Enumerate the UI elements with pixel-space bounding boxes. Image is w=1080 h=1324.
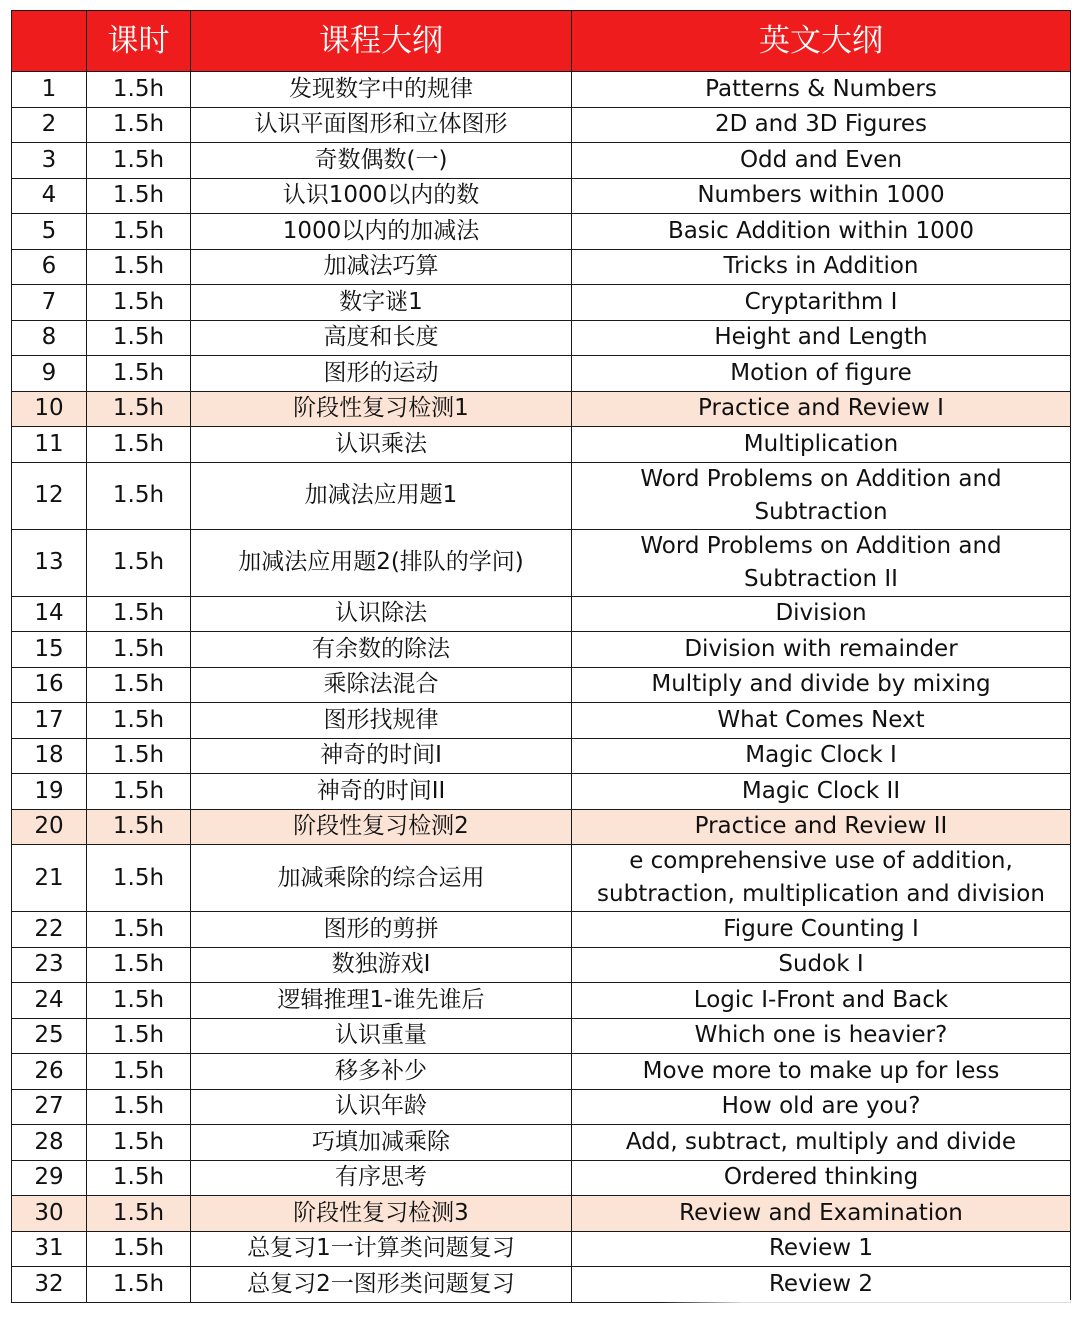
- lesson-number-cell: 18: [12, 738, 87, 774]
- lesson-hours-cell: 1.5h: [87, 1054, 191, 1090]
- lesson-number-cell: 8: [12, 320, 87, 356]
- en-outline-cell: Numbers within 1000: [572, 178, 1071, 214]
- en-outline-cell: Review and Examination: [572, 1196, 1071, 1232]
- lesson-number-cell: 10: [12, 391, 87, 427]
- table-row: [12, 529, 1071, 596]
- en-outline-cell: e comprehensive use of addition, subtraction, multiplication and division: [572, 845, 1071, 912]
- en-outline-cell: Tricks in Addition: [572, 249, 1071, 285]
- lesson-hours-cell: 1.5h: [87, 947, 191, 983]
- lesson-number-cell: 1: [12, 72, 87, 108]
- table-row: [12, 249, 1071, 285]
- en-outline-cell: Odd and Even: [572, 143, 1071, 179]
- lesson-number-cell: 6: [12, 249, 87, 285]
- lesson-hours-cell: 1.5h: [87, 845, 191, 912]
- en-outline-cell: 2D and 3D Figures: [572, 107, 1071, 143]
- lesson-hours-cell: 1.5h: [87, 809, 191, 845]
- lesson-number-cell: 23: [12, 947, 87, 983]
- table-row: [12, 178, 1071, 214]
- lesson-number-cell: 25: [12, 1018, 87, 1054]
- lesson-number-cell: 16: [12, 667, 87, 703]
- lesson-number-cell: 22: [12, 912, 87, 948]
- en-outline-cell: Logic I-Front and Back: [572, 983, 1071, 1019]
- cn-outline-cell: 加减法应用题2(排队的学问): [191, 529, 572, 596]
- cn-outline-cell: 认识年龄: [191, 1089, 572, 1125]
- lesson-hours-cell: 1.5h: [87, 529, 191, 596]
- lesson-number-cell: 17: [12, 703, 87, 739]
- table-row: [12, 1125, 1071, 1161]
- cn-outline-cell: 移多补少: [191, 1054, 572, 1090]
- table-row: [12, 845, 1071, 912]
- lesson-number-cell: 9: [12, 356, 87, 392]
- en-outline-cell: Practice and Review II: [572, 809, 1071, 845]
- en-outline-cell: Word Problems on Addition and Subtraction: [572, 462, 1071, 529]
- lesson-hours-cell: 1.5h: [87, 1231, 191, 1267]
- header-row: [12, 11, 1071, 72]
- lesson-number-cell: 19: [12, 774, 87, 810]
- en-outline-cell: Patterns & Numbers: [572, 72, 1071, 108]
- lesson-hours-cell: 1.5h: [87, 1125, 191, 1161]
- lesson-number-cell: 12: [12, 462, 87, 529]
- header-hours: 课时: [87, 11, 191, 72]
- en-outline-cell: Cryptarithm I: [572, 285, 1071, 321]
- cn-outline-cell: 数独游戏I: [191, 947, 572, 983]
- cn-outline-cell: 总复习1一计算类问题复习: [191, 1231, 572, 1267]
- en-outline-cell: Review 1: [572, 1231, 1071, 1267]
- lesson-number-cell: 30: [12, 1196, 87, 1232]
- en-outline-cell: Division: [572, 596, 1071, 632]
- lesson-number-cell: 7: [12, 285, 87, 321]
- header-lesson-no: [12, 11, 87, 72]
- lesson-number-cell: 3: [12, 143, 87, 179]
- header-en-outline: 英文大纲: [572, 11, 1071, 72]
- lesson-hours-cell: 1.5h: [87, 107, 191, 143]
- lesson-hours-cell: 1.5h: [87, 1267, 191, 1303]
- en-outline-cell: Magic Clock I: [572, 738, 1071, 774]
- cn-outline-cell: 1000以内的加减法: [191, 214, 572, 250]
- header-cn-outline: 课程大纲: [191, 11, 572, 72]
- cn-outline-cell: 乘除法混合: [191, 667, 572, 703]
- cn-outline-cell: 阶段性复习检测3: [191, 1196, 572, 1232]
- cn-outline-cell: 图形的运动: [191, 356, 572, 392]
- table-row: [12, 912, 1071, 948]
- lesson-hours-cell: 1.5h: [87, 774, 191, 810]
- en-outline-cell: Motion of figure: [572, 356, 1071, 392]
- en-outline-cell: Division with remainder: [572, 632, 1071, 668]
- course-syllabus-table: [11, 10, 1071, 1303]
- en-outline-cell: Sudok I: [572, 947, 1071, 983]
- cn-outline-cell: 数字谜1: [191, 285, 572, 321]
- lesson-hours-cell: 1.5h: [87, 285, 191, 321]
- table-row: [12, 1054, 1071, 1090]
- lesson-hours-cell: 1.5h: [87, 249, 191, 285]
- cn-outline-cell: 神奇的时间II: [191, 774, 572, 810]
- cn-outline-cell: 奇数偶数(一): [191, 143, 572, 179]
- table-row: [12, 1267, 1071, 1303]
- lesson-number-cell: 13: [12, 529, 87, 596]
- cn-outline-cell: 认识乘法: [191, 427, 572, 463]
- lesson-hours-cell: 1.5h: [87, 596, 191, 632]
- lesson-hours-cell: 1.5h: [87, 214, 191, 250]
- lesson-hours-cell: 1.5h: [87, 462, 191, 529]
- lesson-number-cell: 24: [12, 983, 87, 1019]
- cn-outline-cell: 加减乘除的综合运用: [191, 845, 572, 912]
- table-row: [12, 462, 1071, 529]
- lesson-number-cell: 21: [12, 845, 87, 912]
- cn-outline-cell: 认识平面图形和立体图形: [191, 107, 572, 143]
- lesson-hours-cell: 1.5h: [87, 1018, 191, 1054]
- table-row: [12, 809, 1071, 845]
- table-row: [12, 983, 1071, 1019]
- lesson-hours-cell: 1.5h: [87, 1089, 191, 1125]
- en-outline-cell: Ordered thinking: [572, 1160, 1071, 1196]
- lesson-number-cell: 15: [12, 632, 87, 668]
- en-outline-cell: What Comes Next: [572, 703, 1071, 739]
- cn-outline-cell: 加减法应用题1: [191, 462, 572, 529]
- lesson-hours-cell: 1.5h: [87, 356, 191, 392]
- cn-outline-cell: 阶段性复习检测2: [191, 809, 572, 845]
- table-row: [12, 947, 1071, 983]
- en-outline-cell: Multiply and divide by mixing: [572, 667, 1071, 703]
- table-row: [12, 427, 1071, 463]
- lesson-number-cell: 4: [12, 178, 87, 214]
- table-row: [12, 667, 1071, 703]
- cn-outline-cell: 认识除法: [191, 596, 572, 632]
- table-row: [12, 774, 1071, 810]
- lesson-hours-cell: 1.5h: [87, 703, 191, 739]
- table-row: [12, 107, 1071, 143]
- lesson-number-cell: 31: [12, 1231, 87, 1267]
- table-row: [12, 1231, 1071, 1267]
- cn-outline-cell: 图形找规律: [191, 703, 572, 739]
- lesson-hours-cell: 1.5h: [87, 1160, 191, 1196]
- lesson-hours-cell: 1.5h: [87, 391, 191, 427]
- en-outline-cell: Move more to make up for less: [572, 1054, 1071, 1090]
- cn-outline-cell: 图形的剪拼: [191, 912, 572, 948]
- table-row: [12, 1089, 1071, 1125]
- cn-outline-cell: 有序思考: [191, 1160, 572, 1196]
- table-row: [12, 214, 1071, 250]
- watermark-fade: [660, 1300, 1080, 1324]
- en-outline-cell: Review 2: [572, 1267, 1071, 1303]
- lesson-hours-cell: 1.5h: [87, 738, 191, 774]
- en-outline-cell: Height and Length: [572, 320, 1071, 356]
- lesson-number-cell: 11: [12, 427, 87, 463]
- en-outline-cell: Basic Addition within 1000: [572, 214, 1071, 250]
- lesson-hours-cell: 1.5h: [87, 667, 191, 703]
- lesson-number-cell: 5: [12, 214, 87, 250]
- lesson-hours-cell: 1.5h: [87, 320, 191, 356]
- en-outline-cell: Word Problems on Addition and Subtraction II: [572, 529, 1071, 596]
- cn-outline-cell: 巧填加减乘除: [191, 1125, 572, 1161]
- lesson-number-cell: 14: [12, 596, 87, 632]
- cn-outline-cell: 总复习2一图形类问题复习: [191, 1267, 572, 1303]
- table-row: [12, 320, 1071, 356]
- lesson-hours-cell: 1.5h: [87, 632, 191, 668]
- lesson-hours-cell: 1.5h: [87, 912, 191, 948]
- table-row: [12, 1196, 1071, 1232]
- en-outline-cell: Which one is heavier?: [572, 1018, 1071, 1054]
- table-row: [12, 143, 1071, 179]
- table-row: [12, 72, 1071, 108]
- cn-outline-cell: 高度和长度: [191, 320, 572, 356]
- en-outline-cell: Magic Clock II: [572, 774, 1071, 810]
- table-row: [12, 596, 1071, 632]
- table-row: [12, 738, 1071, 774]
- en-outline-cell: Practice and Review I: [572, 391, 1071, 427]
- cn-outline-cell: 神奇的时间I: [191, 738, 572, 774]
- lesson-number-cell: 26: [12, 1054, 87, 1090]
- lesson-number-cell: 2: [12, 107, 87, 143]
- table-row: [12, 1160, 1071, 1196]
- en-outline-cell: Add, subtract, multiply and divide: [572, 1125, 1071, 1161]
- cn-outline-cell: 认识1000以内的数: [191, 178, 572, 214]
- cn-outline-cell: 认识重量: [191, 1018, 572, 1054]
- lesson-hours-cell: 1.5h: [87, 1196, 191, 1232]
- table-row: [12, 356, 1071, 392]
- en-outline-cell: Multiplication: [572, 427, 1071, 463]
- table-row: [12, 1018, 1071, 1054]
- lesson-number-cell: 20: [12, 809, 87, 845]
- en-outline-cell: How old are you?: [572, 1089, 1071, 1125]
- lesson-hours-cell: 1.5h: [87, 983, 191, 1019]
- lesson-hours-cell: 1.5h: [87, 178, 191, 214]
- table-row: [12, 285, 1071, 321]
- table-row: [12, 703, 1071, 739]
- lesson-hours-cell: 1.5h: [87, 143, 191, 179]
- table-row: [12, 632, 1071, 668]
- cn-outline-cell: 发现数字中的规律: [191, 72, 572, 108]
- table-row: [12, 391, 1071, 427]
- cn-outline-cell: 有余数的除法: [191, 632, 572, 668]
- lesson-number-cell: 32: [12, 1267, 87, 1303]
- lesson-number-cell: 28: [12, 1125, 87, 1161]
- cn-outline-cell: 逻辑推理1-谁先谁后: [191, 983, 572, 1019]
- lesson-number-cell: 29: [12, 1160, 87, 1196]
- en-outline-cell: Figure Counting I: [572, 912, 1071, 948]
- cn-outline-cell: 阶段性复习检测1: [191, 391, 572, 427]
- lesson-hours-cell: 1.5h: [87, 72, 191, 108]
- lesson-hours-cell: 1.5h: [87, 427, 191, 463]
- lesson-number-cell: 27: [12, 1089, 87, 1125]
- cn-outline-cell: 加减法巧算: [191, 249, 572, 285]
